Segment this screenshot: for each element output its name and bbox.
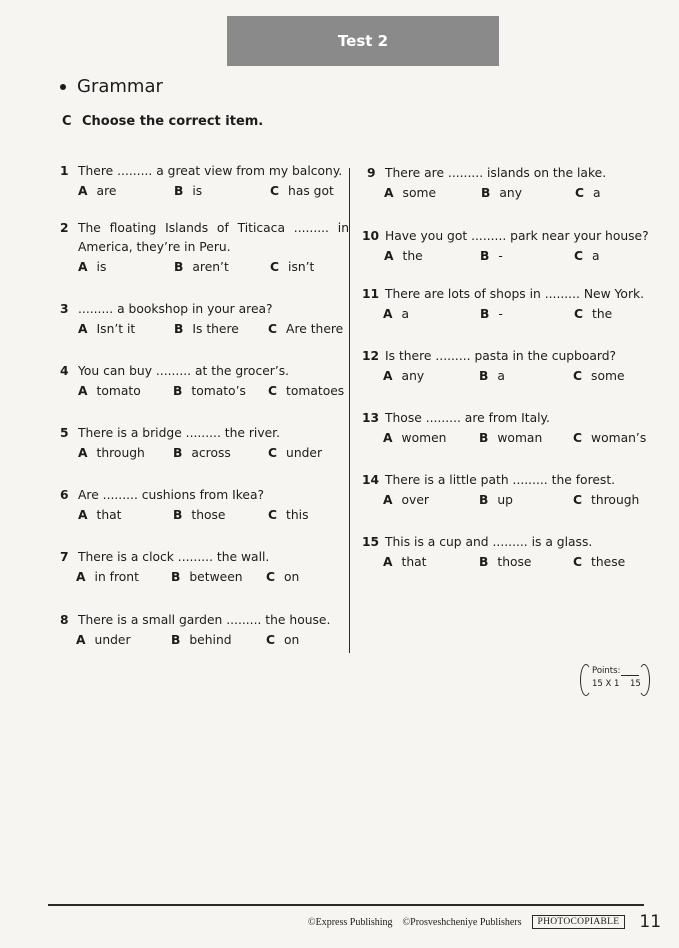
section-title: Grammar: [77, 76, 163, 97]
exercise-letter: C: [62, 114, 72, 129]
option-b[interactable]: B across: [173, 446, 231, 460]
question-text: The floating Islands of Titicaca ......... in: [78, 221, 349, 235]
option-a[interactable]: A under: [76, 633, 131, 647]
points-box: [580, 664, 650, 694]
section-heading: [60, 76, 163, 97]
exercise-instruction: [62, 114, 263, 129]
question-11: [362, 285, 644, 325]
question-number: 3: [60, 302, 69, 316]
question-6: [60, 486, 309, 526]
option-a[interactable]: A that: [78, 508, 122, 522]
option-c[interactable]: C these: [573, 555, 626, 569]
option-c[interactable]: C woman’s: [573, 431, 647, 445]
question-number: 4: [60, 364, 69, 378]
option-c[interactable]: C under: [268, 446, 323, 460]
points-answer-blank[interactable]: [621, 675, 639, 676]
publisher-credit: ©Express Publishing: [308, 916, 393, 928]
question-number: 9: [367, 166, 376, 180]
test-title-banner: [227, 16, 499, 66]
question-text: There are lots of shops in ......... New York.: [385, 287, 645, 301]
option-a[interactable]: A tomato: [78, 384, 141, 398]
question-number: 12: [362, 349, 380, 363]
photocopiable-stamp: PHOTOCOPIABLE: [532, 915, 626, 929]
option-c[interactable]: C on: [266, 633, 300, 647]
option-c[interactable]: C through: [573, 493, 640, 507]
question-9: [367, 164, 606, 204]
question-number: 15: [362, 535, 380, 549]
option-c[interactable]: C some: [573, 369, 625, 383]
question-number: 8: [60, 613, 69, 627]
option-a[interactable]: A that: [383, 555, 427, 569]
question-3: [60, 300, 344, 340]
option-c[interactable]: C tomatoes: [268, 384, 345, 398]
question-text: There ......... a great view from my balcony.: [78, 164, 343, 178]
option-b[interactable]: B behind: [171, 633, 232, 647]
option-b[interactable]: B up: [479, 493, 513, 507]
question-10: [362, 227, 649, 267]
option-a[interactable]: A Isn’t it: [78, 322, 136, 336]
question-text: There is a bridge ......... the river.: [78, 426, 280, 440]
option-a[interactable]: A is: [78, 260, 107, 274]
question-text: Those ......... are from Italy.: [385, 411, 550, 425]
question-number: 10: [362, 229, 380, 243]
question-number: 1: [60, 164, 69, 178]
option-c[interactable]: C a: [575, 186, 601, 200]
question-text: This is a cup and ......... is a glass.: [385, 535, 593, 549]
question-5: [60, 424, 323, 464]
option-c[interactable]: C the: [574, 307, 613, 321]
option-b[interactable]: B -: [480, 249, 503, 263]
option-b[interactable]: B a: [479, 369, 505, 383]
question-7: [60, 548, 300, 588]
question-text: There is a clock ......... the wall.: [78, 550, 270, 564]
question-text: There are ......... islands on the lake.: [385, 166, 607, 180]
question-text: ......... a bookshop in your area?: [78, 302, 273, 316]
option-c[interactable]: C a: [574, 249, 600, 263]
question-4: [60, 362, 345, 402]
option-b[interactable]: B woman: [479, 431, 543, 445]
exercise-instruction-text: Choose the correct item.: [82, 114, 264, 129]
footer-rule: [48, 904, 644, 906]
question-number: 13: [362, 411, 380, 425]
points-label: Points:: [592, 666, 621, 676]
option-a[interactable]: A are: [78, 184, 117, 198]
question-number: 2: [60, 221, 69, 235]
question-text: Is there ......... pasta in the cupboard?: [385, 349, 617, 363]
option-b[interactable]: B is: [174, 184, 203, 198]
option-c[interactable]: C isn’t: [270, 260, 315, 274]
question-12: [362, 347, 625, 387]
question-text: You can buy ......... at the grocer’s.: [78, 364, 290, 378]
option-b[interactable]: B between: [171, 570, 243, 584]
option-b[interactable]: B aren’t: [174, 260, 229, 274]
option-a[interactable]: A any: [383, 369, 425, 383]
publisher-credit: ©Prosveshcheniye Publishers: [402, 916, 522, 928]
question-number: 7: [60, 550, 69, 564]
question-1: [60, 162, 342, 202]
left-bracket: [580, 664, 592, 696]
question-number: 14: [362, 473, 380, 487]
option-a[interactable]: A through: [78, 446, 145, 460]
option-a[interactable]: A the: [384, 249, 423, 263]
question-8: [60, 611, 330, 651]
question-number: 6: [60, 488, 69, 502]
option-a[interactable]: A women: [383, 431, 447, 445]
option-c[interactable]: C has got: [270, 184, 334, 198]
option-a[interactable]: A over: [383, 493, 429, 507]
option-b[interactable]: B those: [173, 508, 226, 522]
points-calculation: 15 X 1: [592, 679, 620, 689]
question-number: 11: [362, 287, 380, 301]
option-a[interactable]: A some: [384, 186, 437, 200]
bullet-icon: [60, 84, 66, 90]
option-a[interactable]: A in front: [76, 570, 139, 584]
question-13: [362, 409, 647, 449]
option-c[interactable]: C on: [266, 570, 300, 584]
option-b[interactable]: B those: [479, 555, 532, 569]
question-text: There is a small garden ......... the house.: [78, 613, 331, 627]
option-b[interactable]: B any: [481, 186, 522, 200]
page-number: 11: [639, 912, 662, 932]
points-total: 15: [630, 679, 641, 689]
question-14: [362, 471, 640, 511]
question-text: Have you got ......... park near your house?: [385, 229, 649, 243]
option-c[interactable]: C Are there: [268, 322, 344, 336]
question-number: 5: [60, 426, 69, 440]
question-text: There is a little path ......... the forest.: [385, 473, 616, 487]
option-c[interactable]: C this: [268, 508, 309, 522]
question-text-continued: America, they’re in Peru.: [78, 240, 231, 254]
option-a[interactable]: A a: [383, 307, 410, 321]
option-b[interactable]: B Is there: [174, 322, 239, 336]
question-text: Are ......... cushions from Ikea?: [78, 488, 265, 502]
footer: [308, 912, 661, 932]
question-15: [362, 533, 626, 573]
right-bracket: [638, 664, 650, 696]
option-b[interactable]: B tomato’s: [173, 384, 246, 398]
option-b[interactable]: B -: [480, 307, 503, 321]
column-divider: [349, 168, 350, 653]
question-2: [60, 219, 349, 278]
test-title: Test 2: [337, 32, 389, 50]
